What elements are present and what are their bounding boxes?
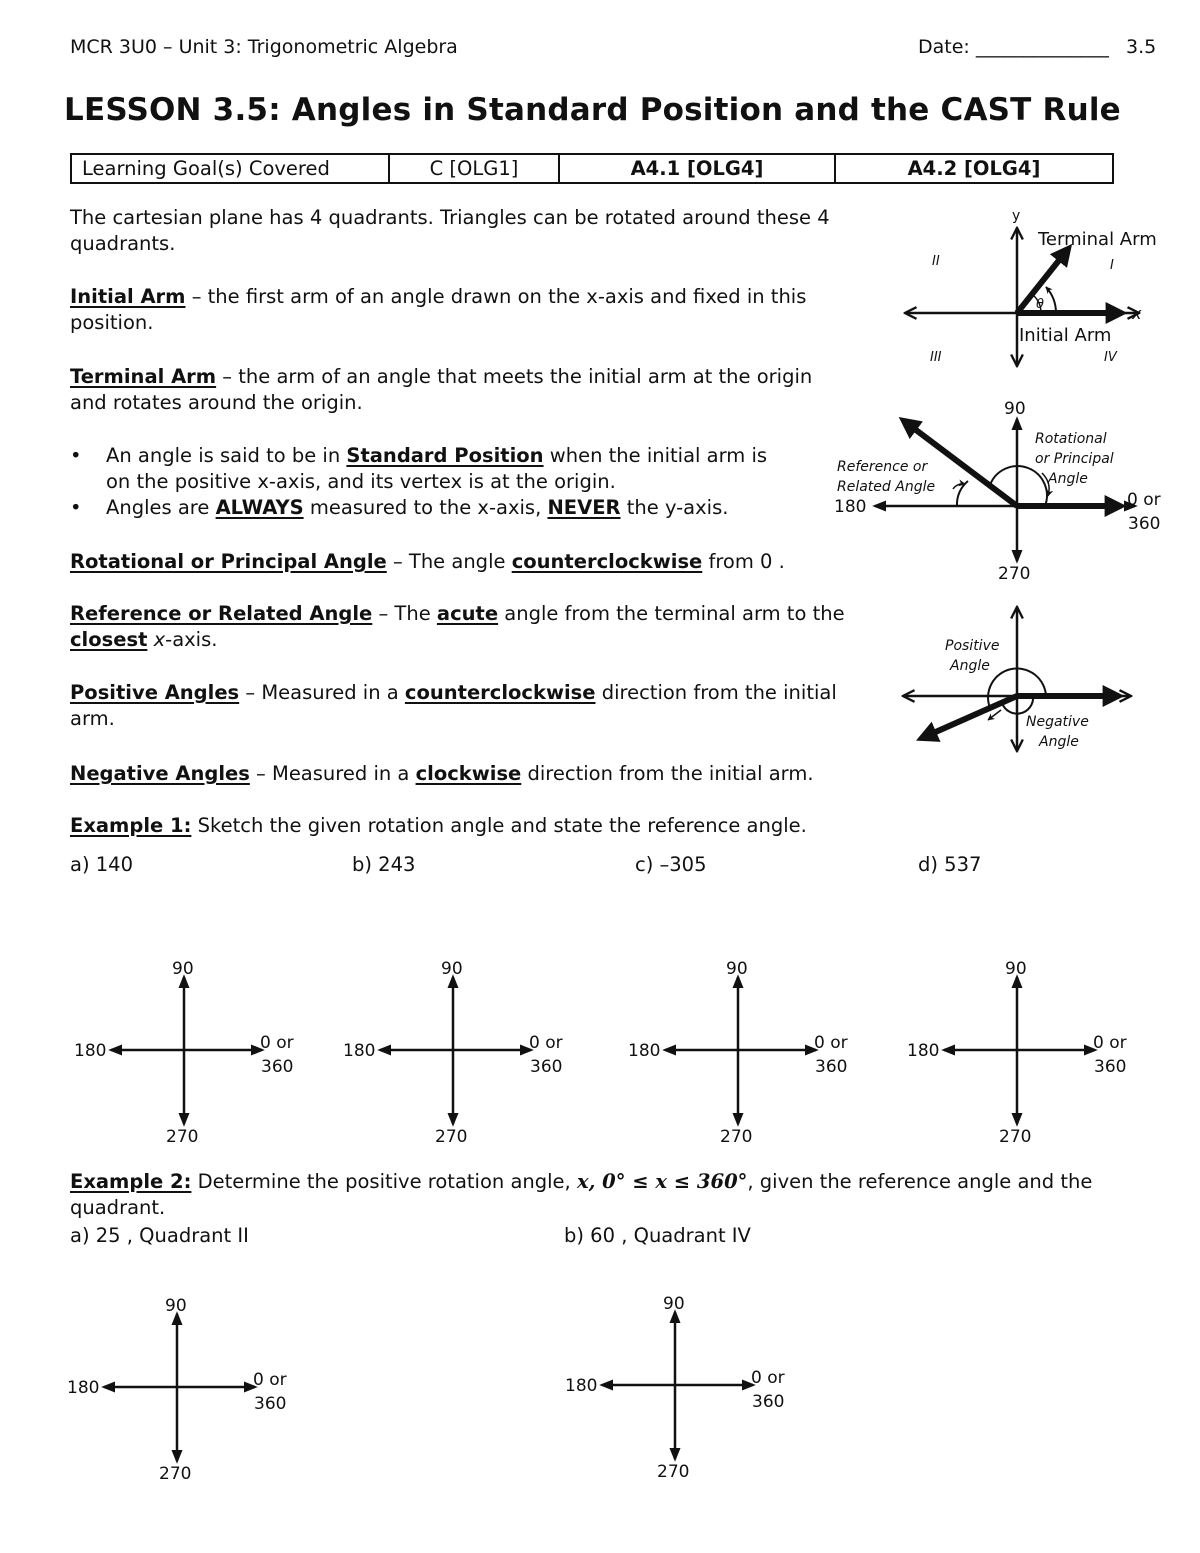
label-90: 90 xyxy=(441,959,463,979)
svg-text:Rotational: Rotational xyxy=(1035,431,1107,447)
svg-text:x: x xyxy=(1132,304,1142,323)
svg-text:Terminal Arm: Terminal Arm xyxy=(1038,229,1157,250)
goal-c-olg1: C [OLG1] xyxy=(389,154,559,183)
example2-part-a: a) 25 , Quadrant II xyxy=(70,1224,249,1247)
bullet-always-never: • Angles are ALWAYS measured to the x-axis, NEVER the y-axis. xyxy=(70,495,790,521)
quadrant-diagram xyxy=(896,205,1176,375)
label-90: 90 xyxy=(165,1296,187,1316)
svg-text:270: 270 xyxy=(998,564,1031,584)
label-360: 360 xyxy=(1094,1057,1127,1077)
svg-text:180: 180 xyxy=(834,497,867,517)
label-0-or: 0 or xyxy=(814,1033,848,1053)
label-0-or: 0 or xyxy=(253,1370,287,1390)
svg-text:Angle: Angle xyxy=(1039,734,1079,750)
svg-text:I: I xyxy=(1110,258,1114,273)
label-180: 180 xyxy=(907,1041,940,1061)
initial-arm-definition: Initial Arm – the first arm of an angle drawn on the x-axis and fixed in this position. xyxy=(70,285,807,334)
label-90: 90 xyxy=(172,959,194,979)
label-0-or: 0 or xyxy=(529,1033,563,1053)
label-270: 270 xyxy=(166,1127,199,1147)
example1-part-d: d) 537 xyxy=(918,853,982,876)
positive-angles-definition: Positive Angles – Measured in a counterclockwise direction from the initial arm. xyxy=(70,681,837,730)
svg-text:Negative: Negative xyxy=(1026,714,1089,730)
svg-text:IV: IV xyxy=(1104,350,1117,365)
example1b-axes xyxy=(333,960,583,1150)
terminal-arm-definition: Terminal Arm – the arm of an angle that meets the initial arm at the origin and rotates around the origin. xyxy=(70,365,813,414)
svg-text:Angle: Angle xyxy=(1048,471,1088,487)
label-180: 180 xyxy=(74,1041,107,1061)
example1d-axes xyxy=(897,960,1147,1150)
svg-text:Initial Arm: Initial Arm xyxy=(1019,325,1112,346)
reference-angle-definition: Reference or Related Angle – The acute angle from the terminal arm to the closest x-axis. xyxy=(70,602,845,651)
svg-text:0 or: 0 or xyxy=(1127,490,1161,510)
example1c-axes xyxy=(618,960,868,1150)
label-0-or: 0 or xyxy=(1093,1033,1127,1053)
initial-arm-term: Initial Arm xyxy=(70,285,186,308)
learning-goals-label: Learning Goal(s) Covered xyxy=(71,154,389,183)
svg-text:Angle: Angle xyxy=(950,658,990,674)
label-270: 270 xyxy=(159,1464,192,1484)
label-0-or: 0 or xyxy=(260,1033,294,1053)
label-180: 180 xyxy=(628,1041,661,1061)
example1-part-c: c) –305 xyxy=(635,853,707,876)
label-180: 180 xyxy=(565,1376,598,1396)
svg-text:III: III xyxy=(930,350,942,365)
terminal-arm-term: Terminal Arm xyxy=(70,365,217,388)
label-360: 360 xyxy=(752,1392,785,1412)
rotational-reference-diagram xyxy=(830,395,1180,590)
example1-heading: Example 1: Sketch the given rotation angle and state the reference angle. xyxy=(70,814,807,837)
svg-text:360: 360 xyxy=(1128,514,1161,534)
section-number: 3.5 xyxy=(1126,36,1157,58)
svg-text:θ: θ xyxy=(1036,297,1044,312)
standard-position-bullets xyxy=(70,443,790,521)
label-180: 180 xyxy=(343,1041,376,1061)
label-360: 360 xyxy=(261,1057,294,1077)
label-270: 270 xyxy=(435,1127,468,1147)
label-180: 180 xyxy=(67,1378,100,1398)
svg-text:II: II xyxy=(932,254,940,269)
goal-a42-olg4: A4.2 [OLG4] xyxy=(835,154,1113,183)
label-360: 360 xyxy=(815,1057,848,1077)
date-field: Date: ______________ xyxy=(918,36,1109,58)
svg-text:Related Angle: Related Angle xyxy=(837,479,936,495)
example2b-axes xyxy=(555,1295,805,1485)
positive-negative-angle-diagram xyxy=(896,600,1146,760)
example2a-axes xyxy=(57,1297,307,1487)
example2-heading: Example 2: Determine the positive rotation angle, x, 0° ≤ x ≤ 360°, given the reference angle and the quadrant. xyxy=(70,1170,1093,1219)
bullet-standard-position: • An angle is said to be in Standard Position when the initial arm is on the positive x-axis, and its vertex is at the origin. xyxy=(70,443,790,495)
rotational-angle-definition: Rotational or Principal Angle – The angle counterclockwise from 0 . xyxy=(70,550,785,573)
course-header: MCR 3U0 – Unit 3: Trigonometric Algebra xyxy=(70,36,458,58)
svg-text:Positive: Positive xyxy=(945,638,1000,654)
label-90: 90 xyxy=(1005,959,1027,979)
svg-text:or Principal: or Principal xyxy=(1035,451,1114,467)
svg-text:Reference or: Reference or xyxy=(837,459,928,475)
svg-text:y: y xyxy=(1012,208,1021,224)
example1-part-b: b) 243 xyxy=(352,853,416,876)
label-0-or: 0 or xyxy=(751,1368,785,1388)
label-270: 270 xyxy=(999,1127,1032,1147)
negative-angles-definition: Negative Angles – Measured in a clockwise direction from the initial arm. xyxy=(70,762,814,785)
label-90: 90 xyxy=(726,959,748,979)
goal-a41-olg4: A4.1 [OLG4] xyxy=(559,154,835,183)
label-270: 270 xyxy=(657,1462,690,1482)
label-270: 270 xyxy=(720,1127,753,1147)
label-360: 360 xyxy=(530,1057,563,1077)
intro-text: The cartesian plane has 4 quadrants. Triangles can be rotated around these 4 quadrants. xyxy=(70,206,830,255)
lesson-title: LESSON 3.5: Angles in Standard Position and the CAST Rule xyxy=(64,92,1121,128)
learning-goals-table xyxy=(70,153,1114,184)
label-90: 90 xyxy=(663,1294,685,1314)
example2-part-b: b) 60 , Quadrant IV xyxy=(564,1224,751,1247)
example1-part-a: a) 140 xyxy=(70,853,133,876)
label-360: 360 xyxy=(254,1394,287,1414)
example1a-axes xyxy=(64,960,314,1150)
svg-text:90: 90 xyxy=(1004,399,1026,419)
